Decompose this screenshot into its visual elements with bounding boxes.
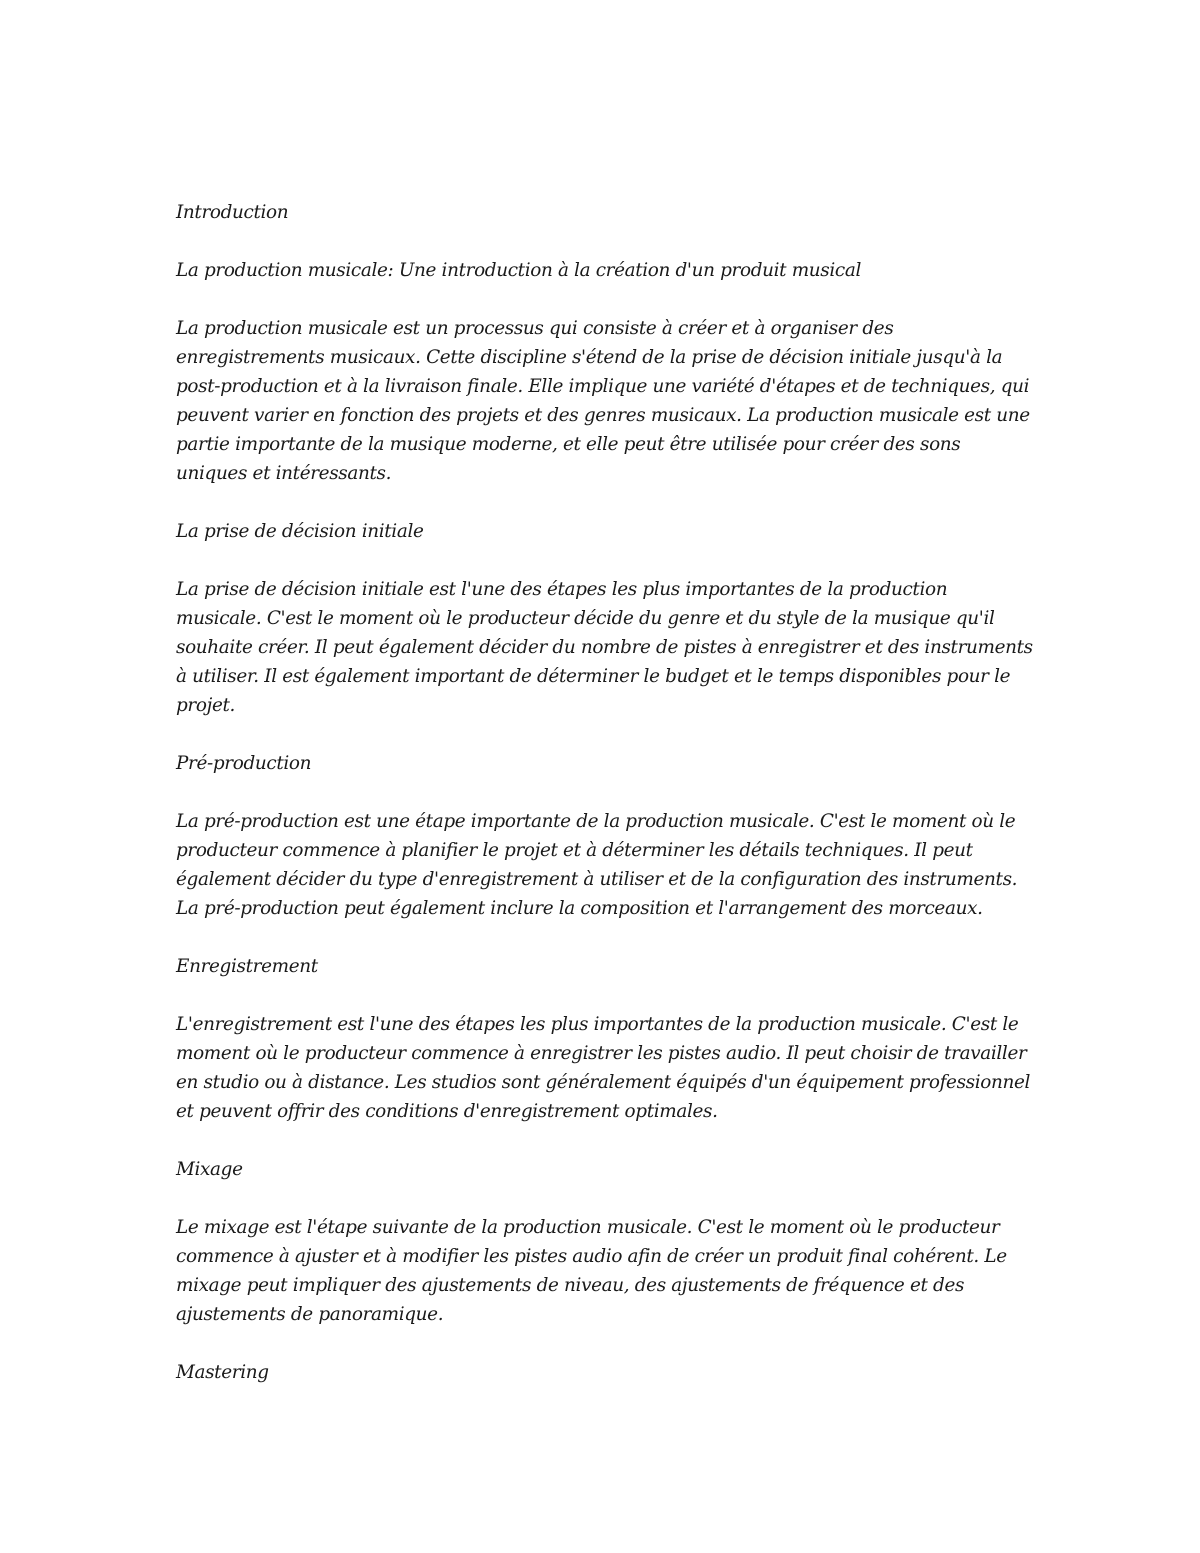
paragraph-mixage: Le mixage est l'étape suivante de la production musicale. C'est le moment où le producteur commence à ajuster et à modifier les pistes audio afin de créer un produit final cohérent. Le mixage peut impliquer des ajustements de niveau, des ajustements de fréquence et des ajustements de panoramique. xyxy=(176,1217,1007,1325)
paragraph-pre-production: La pré-production est une étape importante de la production musicale. C'est le moment où le producteur commence à planifier le projet et à déterminer les détails techniques. Il peut également décider du type d'enregistrement à utiliser et de la configuration des instruments. La pré-production peut également inclure la composition et l'arrangement des morceaux. xyxy=(176,811,1018,919)
section-heading-introduction: Introduction xyxy=(176,202,289,223)
section-heading-mixage: Mixage xyxy=(176,1159,243,1180)
paragraph-prise-de-decision: La prise de décision initiale est l'une des étapes les plus importantes de la production musicale. C'est le moment où le producteur décide du genre et du style de la musique qu'il souhaite créer. Il peut également décider du nombre de pistes à enregistrer et des instruments à utiliser. Il est également important de déterminer le budget et le temps disponibles pour le projet. xyxy=(176,579,1033,716)
paragraph-introduction: La production musicale est un processus qui consiste à créer et à organiser des enregistrements musicaux. Cette discipline s'étend de la prise de décision initiale jusqu'à la post-production et à la livraison finale. Elle implique une variété d'étapes et de techniques, qui peuvent varier en fonction des projets et des genres musicaux. La production musicale est une partie importante de la musique moderne, et elle peut être utilisée pour créer des sons uniques et intéressants. xyxy=(176,318,1030,484)
document-title: La production musicale: Une introduction à la création d'un produit musical xyxy=(176,260,861,281)
section-heading-mastering: Mastering xyxy=(176,1362,269,1383)
section-heading-pre-production: Pré-production xyxy=(176,753,312,774)
document-body xyxy=(176,198,1036,1416)
section-heading-prise-de-decision: La prise de décision initiale xyxy=(176,521,424,542)
section-heading-enregistrement: Enregistrement xyxy=(176,956,318,977)
paragraph-enregistrement: L'enregistrement est l'une des étapes les plus importantes de la production musicale. C'est le moment où le producteur commence à enregistrer les pistes audio. Il peut choisir de travailler en studio ou à distance. Les studios sont généralement équipés d'un équipement professionnel et peuvent offrir des conditions d'enregistrement optimales. xyxy=(176,1014,1031,1122)
